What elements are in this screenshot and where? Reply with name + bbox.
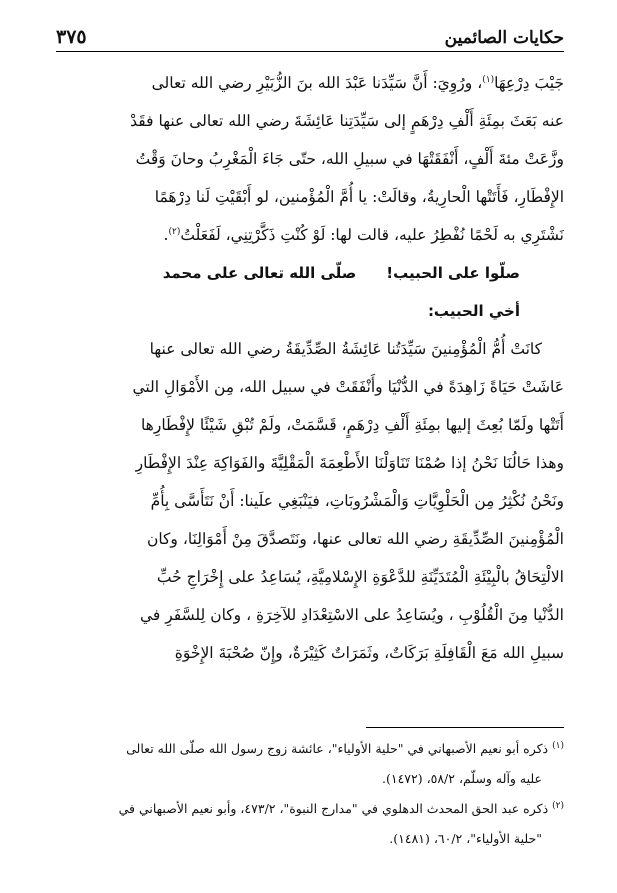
salutation-call: صلّوا على الحبيب! <box>386 264 520 282</box>
text-line-15: الدُّنْيا مِنَ الْقُلُوْبِ ، ويُسَاعِدُ على الاسْتِعْدَادِ للآخِرَةِ ، وكان لِلسَّفَرِ في <box>139 606 564 624</box>
main-text <box>56 64 564 672</box>
footnote-1-text: ذكره أبو نعيم الأصبهاني في "حلية الأولياء"، عائشة زوج رسول الله صلّى الله تعالى <box>126 741 549 756</box>
text-line-2: عنه بَعَثَ بمِئَةِ أَلْفِ دِرْهَمٍ إلى سَيِّدَتِنا عَائِشَةَ رضي الله تعالى عنها فقَدْ <box>130 112 564 130</box>
text-line-1 <box>56 64 564 102</box>
text-line-10: أَتَتْها ولَمّا بُعِثَ إليها بمِئَةِ أَلْفِ دِرْهَمٍ، قَسَّمَتْ، ولَمْ تُبْقِ شَيْئًا لإِفْطَارِها <box>140 416 564 434</box>
text-line-14: الالْتِحَاقُ بالْبِيْئَةِ الْمُتَدَيِّنَةِ للدَّعْوَةِ الإِسْلامِيَّةِ، يُسَاعِدُ على إِخْرَاجِ حُبِّ <box>156 568 564 586</box>
page-header <box>56 22 564 48</box>
line-5-text: نَشْتَرِي به لَحْمًا نُفْطِرُ عليه، قالت لها: لَوْ كُنْتِ ذَكَّرْتِنِي، لَفَعَلْتُ <box>180 226 564 244</box>
line-1-start: جَيْبَ دِرْعِهَا <box>494 74 564 92</box>
text-line-11: وهذا حَالُنَا نَحْنُ إذا صُمْنَا تَنَاوَلْنَا الأَطْعِمَةَ الْمَقْلِيَّةَ والفَوَاكِهَ عِنْدَ الإِفْطَارِ <box>135 454 564 472</box>
subheading: أخي الحبيب: <box>427 302 520 320</box>
footnote-1-marker: (١) <box>552 740 564 751</box>
footnote-ref-2: (٢) <box>168 226 181 237</box>
footnote-rule <box>366 727 564 728</box>
footnote-2-text: ذكره عبد الحق المحدث الدهلوي في "مدارج النبوة"، ٤٧٣/٢، وأبو نعيم الأصبهاني في <box>118 801 549 816</box>
line-1-tail: ، ورُوِيَ: أَنَّ سَيِّدَنا عَبْدَ الله بنَ الزُّبَيْرِ رضي الله تعالى <box>151 74 483 92</box>
text-line-16: سبيلِ الله مَعَ الْقَافِلَةِ بَرَكَاتٌ، وثَمَرَاتٌ كَثِيْرَةٌ، وإِنّ صُحْبَةَ الإِخْوَةِ <box>174 644 564 662</box>
footnote-1 <box>56 734 564 764</box>
footnote-2-cont: "حلية الأولياء"، ٦٠/٢، (١٤٨١). <box>389 831 542 846</box>
running-title: حكايات الصائمين <box>444 28 564 48</box>
footnote-ref-1: (١) <box>482 74 495 85</box>
text-line-13: الْمُؤْمِنينَ الصِّدِّيقَةِ رضي الله تعالى عنها، ونَتَصدَّقَ مِنْ أَمْوَالِنَا، وكان <box>146 530 564 548</box>
header-rule <box>56 51 564 52</box>
text-line-9: عَاشَتْ حَيَاةً زَاهِدَةً في الدُّنْيَا وأَنْفَقَتْ في سبيل الله، مِن الأَمْوَالِ التي <box>132 378 564 396</box>
text-line-12: ونَحْنُ نُكْثِرُ مِن الْحَلْوِيَّاتِ وَالْمَشْرُوبَاتِ، فيَنْبَغِي علَينا: أَنْ نَتَأَسَّى بِأُمِّ <box>150 492 564 510</box>
salutation-line <box>56 254 564 292</box>
page-number: ٣٧٥ <box>56 26 87 48</box>
salutation-response: صلّى الله تعالى على محمد <box>162 264 357 282</box>
footnotes <box>56 734 564 854</box>
text-line-8: كانَتْ أُمُّ الْمُؤْمِنينَ سَيِّدَتُنا عَائِشَةُ الصِّدِّيقَةُ رضي الله تعالى عنها <box>149 340 542 358</box>
footnote-2-marker: (٢) <box>552 800 564 811</box>
text-line-3: وزَّعَتْ مئةَ أَلْفٍ، أَنْفَقَتْهَا في سبيلِ الله، حتّى جَاءَ الْمَغْرِبُ وحانَ وَقْتُ <box>135 150 564 168</box>
footnote-2 <box>56 794 564 824</box>
text-line-4: الإِفْطَارِ، فَأَتَتْها الْحارِيةُ، وقالَتْ: يا أُمَّ الْمُؤْمنين، لو أَبْقَيْتِ لَنا دِرْهَمًا <box>154 188 564 206</box>
text-line-5 <box>56 216 564 254</box>
footnote-1-cont: عليه وآله وسلّم، ٥٨/٢، (١٤٧٢). <box>382 771 542 786</box>
line-5-end: . <box>163 226 169 244</box>
